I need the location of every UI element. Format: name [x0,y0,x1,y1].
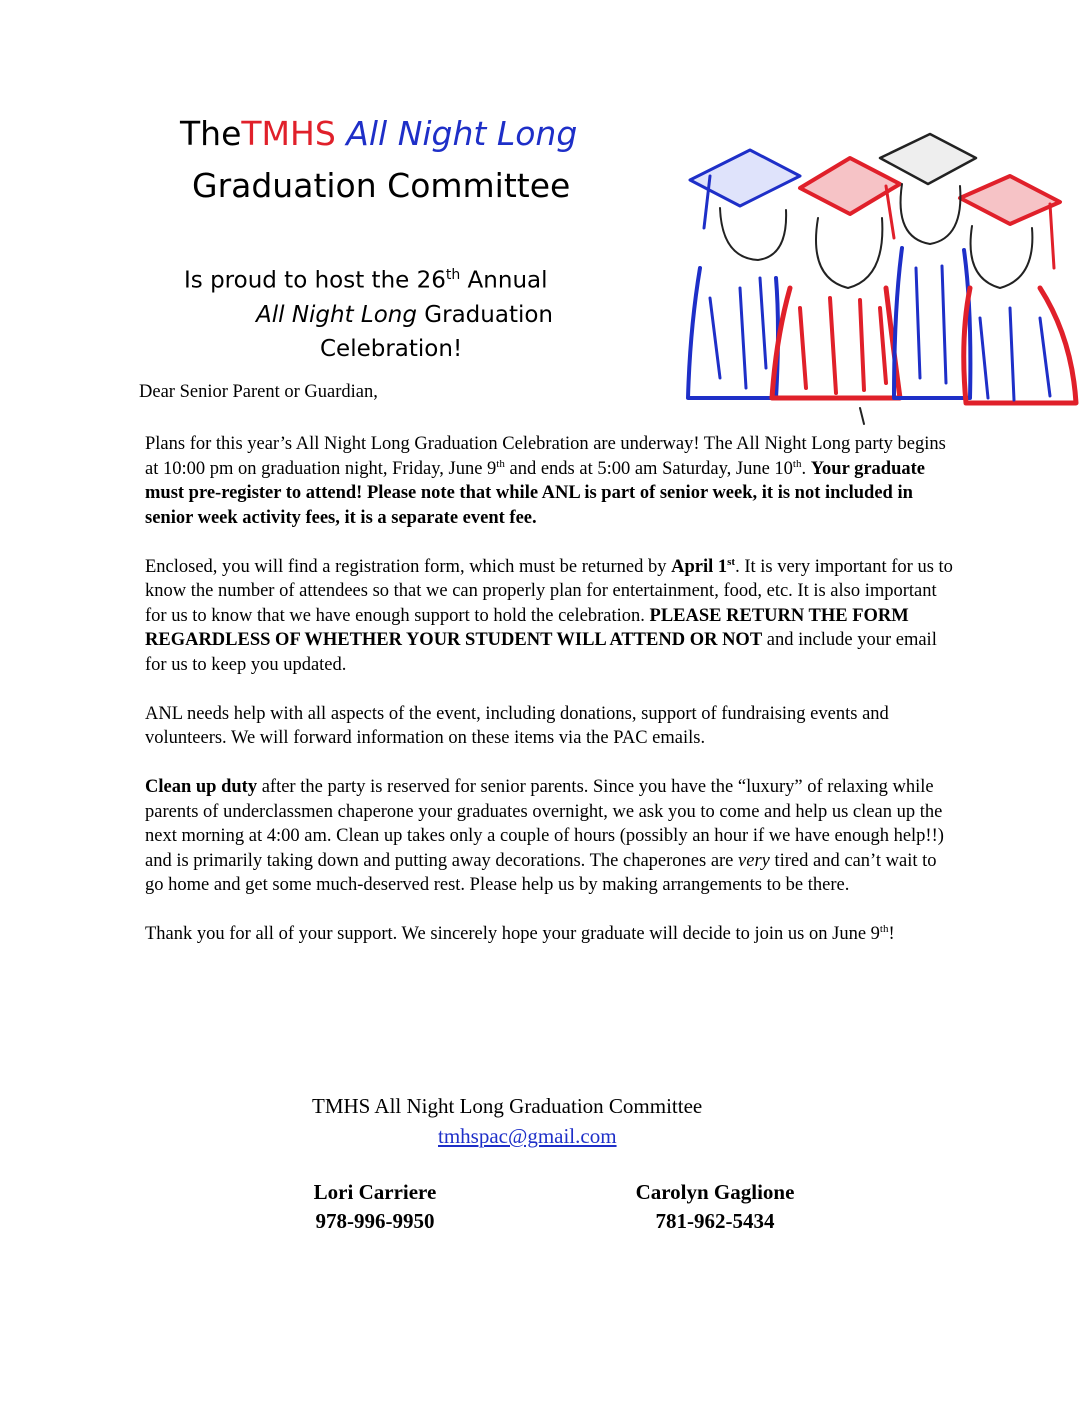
title-line-2: Graduation Committee [192,166,571,205]
intro-line-1 [184,258,604,298]
paragraph-text: Thank you for all of your support. We sincerely hope your graduate will decide to join us on June 9 [145,924,880,944]
contact-phone: 978-996-9950 [315,1209,435,1233]
paragraph-bold: Clean up duty [145,777,258,797]
paragraph-registration [145,555,955,678]
paragraph-text: after the party is reserved for senior parents. Since you have the “luxury” of relaxing while parents of underclassmen chaperone your graduates overnight, we ask you to come and help us clean up the next morning at 4:00 am. Clean up takes only a couple of hours (possibly an hour if we have enough help!!) and is primarily taking down and putting away decorations. The chaperones are [145,777,944,871]
intro-superscript: th [445,267,461,283]
letter-body [145,432,955,971]
intro-italic: All Night Long [256,301,417,328]
paragraph-text: . It is very important for us to know the number of attendees so that we can properly plan for entertainment, food, etc. It is also important for us to know that we have enough support to hold the celebration. [145,556,953,626]
paragraph-text: tired and can’t wait to go home and get some much-deserved rest. Please help us by making arrangements to be there. [145,850,937,895]
letterhead-title [180,108,640,212]
superscript: th [496,457,505,470]
paragraph-help-needed: ANL needs help with all aspects of the event, including donations, support of fundraising events and volunteers. We will forward information on these items via the PAC emails. [145,703,889,748]
paragraph-text: and include your email for us to keep you updated. [145,630,937,675]
contact-phone: 781-962-5434 [655,1209,775,1233]
gown-4 [964,288,1076,403]
email-link[interactable]: tmhspac@gmail.com [438,1124,617,1148]
intro-text: Is proud to host the 26 [184,267,446,294]
intro-text: Annual [460,267,548,294]
superscript: th [792,457,802,470]
paragraph-text: and ends at 5:00 am Saturday, June 10 [504,458,793,479]
paragraph-text: Plans for this year’s All Night Long Graduation Celebration are underway! The All Night Long party begins at 10:00 pm on graduation night, Friday, June 9 [145,434,946,479]
graduates-sketch-icon [680,128,1080,428]
intro-line-3: Celebration! [320,335,463,362]
cap-3 [880,134,976,184]
paragraph-bold: PLEASE RETURN THE FORM REGARDLESS OF WHETHER YOUR STUDENT WILL ATTEND OR NOT [145,605,909,650]
paragraph-bold [671,557,735,577]
deadline-date: April 1 [671,556,728,577]
contact-name: Carolyn Gaglione [635,1180,795,1204]
paragraph-italic: very [738,850,770,871]
contact-carolyn [610,1178,820,1236]
contact-name: Lori Carriere [313,1180,437,1204]
superscript: st [727,555,736,568]
contact-lori [290,1178,460,1236]
paragraph-text: . [801,458,811,479]
paragraph-bold: Your graduate must pre-register to attend! Please note that while ANL is part of senior week, it is not included in senior week activity fees, it is a separate event fee. [145,458,925,528]
title-line-1 [180,108,640,160]
paragraph-thanks [145,922,955,947]
title-tmhs: TMHS [241,114,336,153]
intro-line-2 [184,298,604,332]
title-the: The [180,114,242,153]
title-all-night-long: All Night Long [346,114,578,153]
paragraph-text: Enclosed, you will find a registration form, which must be returned by [145,556,672,577]
committee-name: TMHS All Night Long Graduation Committee [312,1094,703,1118]
paragraph-clean-up [145,775,955,898]
gown-3 [894,248,970,398]
paragraph-schedule [145,432,955,530]
salutation: Dear Senior Parent or Guardian, [139,382,378,402]
intro-announcement [184,258,604,366]
intro-text: Graduation [417,301,554,328]
paragraph-text: ! [888,924,895,944]
cap-4 [960,176,1060,224]
superscript: th [879,922,889,935]
